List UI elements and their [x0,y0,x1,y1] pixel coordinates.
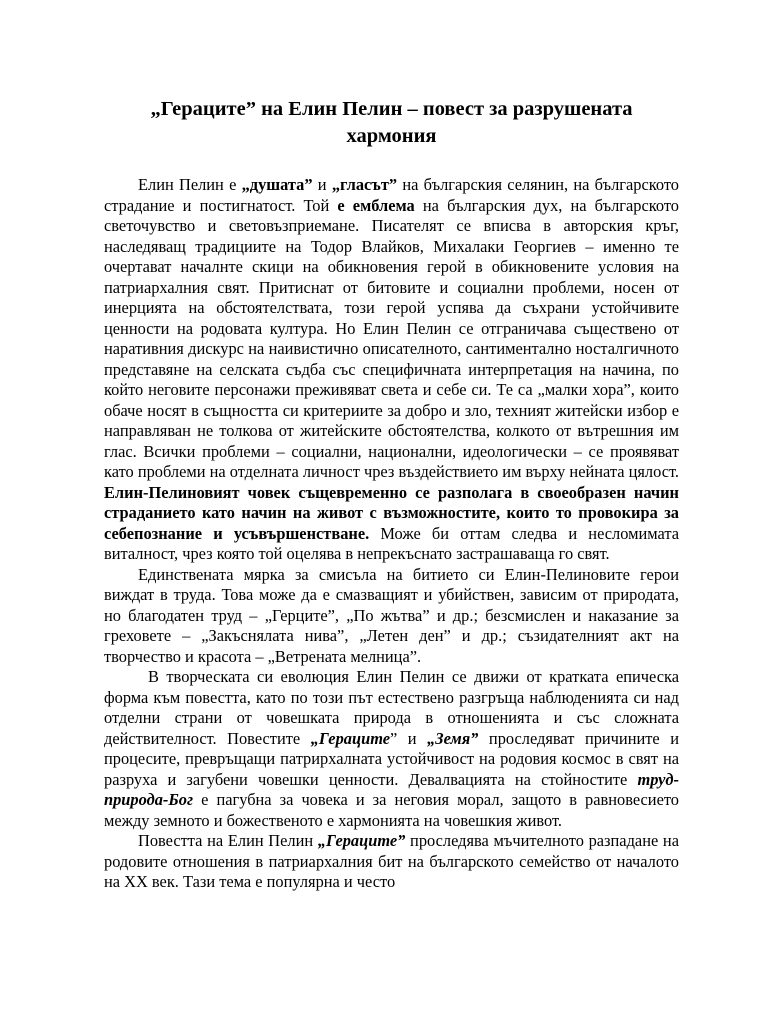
text-run: на българския селянин, на българското страдание и постигнатост. Той [104,175,679,215]
text-run: Повестта на Елин Пелин [138,831,318,850]
text-run: ” и [390,728,428,748]
bold-run: Елин-Пелиновият човек същевременно се разполага в своеобразен начин страданието като начин на живот с възможностите, които то провокира за себепознание и усъвършенстване. [104,482,679,543]
text-run: проследяват причините и процесите, превръщащи патрирхалната устойчивост на родовия космос в свят на разруха и загубени човешки ценности. Девалвацията на стойностите [104,728,679,789]
document-title: „Гераците” на Елин Пелин – повест за разрушената хармония [150,98,633,147]
paragraph-1 [104,175,679,565]
text-run: В творческата си еволюция Елин Пелин се движи от кратката епическа форма към повестта, като по този път естествено разгръща наблюденията си над отделни страни от човешката природа в отношенията и със сложната действителност. Повестите [104,667,679,748]
bold-run: „душата” [241,175,313,194]
text-run: Може би оттам следва и несломимата виталност, чрез която той оцелява в непрекъснато застрашаваща го свят. [104,523,679,563]
text-run: Единствената мярка за смисъла на битието си Елин-Пелиновите герои виждат в труда. Това може да е смазващият и убийствен, зависим от природата, но благодатен труд – „Герците”, „По жътва” и др.; безсмислен и наказание за греховете – „Закъснялата нива”, „Летен ден” и др.; съзидателният акт на творчество и красота – „Ветрената мелница”. [104,564,679,666]
text-run: Елин Пелин е [138,175,242,194]
bold-italic-run: „Гераците” [317,831,406,850]
bold-italic-run: „Земя” [427,728,479,748]
bold-italic-run: „Гераците [310,728,390,748]
bold-run: „гласът” [331,175,398,194]
text-run: е пагубна за човека и за неговия морал, защото в равновесието между земното и божественото е хармонията на човешкия живот. [104,790,679,830]
text-run: проследява мъчителното разпадане на родовите отношения в патриархалния бит на българското семейство от началото на XX век. Тази тема е популярна и често [104,831,679,891]
text-run: на българския дух, на българското светочувство и световъзприемане. Писателят се вписва в авторския кръг, наследяващ традициите на Тодор Влайков, Михалаки Георгиев – именно те очертават началнте скици на обикновения герой в обикновените условия на патриархалния свят. Притиснат от битовите и социални проблеми, носен от инерцията на обстоятелствата, този герой успява да съхрани устойчивите ценности на родовата култура. Но Елин Пелин се отграничава съществено от наративния дискурс на наивистично описателното, сантиментално носталгичното представяне на селската съдба със специфичната интерпретация на начина, по който неговите персонажи преживяват света и себе си. Те са „малки хора”, които обаче носят в същността си критериите за добро и зло, техният житейски избор е направляван не толкова от житейските обстоятелства, колкото от вътрешния им глас. Всички проблеми – социални, национални, идеологически – се проявяват като проблеми на отделната личност чрез въздействието им върху нейната цялост. [104,195,679,481]
bold-italic-run: труд-природа-Бог [104,769,679,809]
document-body [104,175,679,893]
text-run: и [312,175,332,194]
paragraph-3 [104,667,679,831]
document-page [104,96,679,893]
paragraph-2 [104,565,679,668]
paragraph-4 [104,831,679,893]
bold-run: е емблема [337,195,415,215]
